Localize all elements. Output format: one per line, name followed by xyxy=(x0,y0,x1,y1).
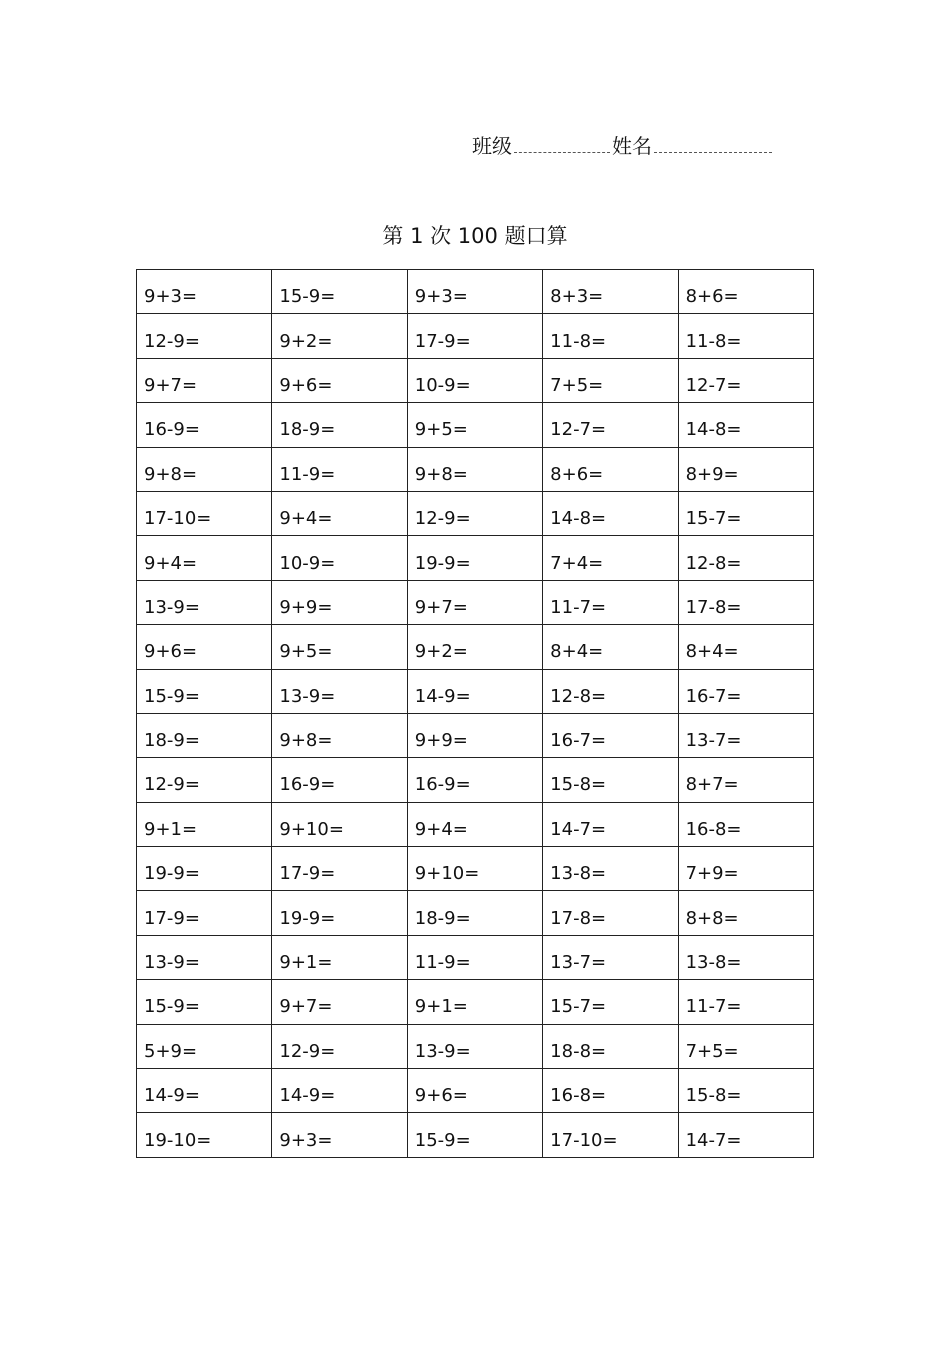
name-blank[interactable] xyxy=(654,144,772,153)
problem-cell: 18-9= xyxy=(272,403,407,447)
problem-cell: 8+4= xyxy=(678,625,813,669)
problem-cell: 12-7= xyxy=(678,358,813,402)
problem-cell: 11-9= xyxy=(272,447,407,491)
problem-cell: 7+9= xyxy=(678,847,813,891)
problem-cell: 13-9= xyxy=(407,1024,542,1068)
problem-cell: 14-8= xyxy=(678,403,813,447)
problem-cell: 9+10= xyxy=(407,847,542,891)
problem-cell: 9+6= xyxy=(272,358,407,402)
problem-cell: 9+2= xyxy=(272,314,407,358)
table-row xyxy=(137,270,814,314)
class-blank[interactable] xyxy=(514,144,610,153)
problem-cell: 9+6= xyxy=(137,625,272,669)
problem-cell: 9+5= xyxy=(407,403,542,447)
table-row xyxy=(137,1113,814,1157)
problem-cell: 19-10= xyxy=(137,1113,272,1157)
problem-cell: 11-7= xyxy=(678,980,813,1024)
problem-cell: 9+2= xyxy=(407,625,542,669)
problem-cell: 9+3= xyxy=(272,1113,407,1157)
problem-cell: 12-9= xyxy=(137,758,272,802)
problem-cell: 12-7= xyxy=(543,403,678,447)
problem-cell: 8+7= xyxy=(678,758,813,802)
problem-cell: 8+8= xyxy=(678,891,813,935)
problem-cell: 12-8= xyxy=(543,669,678,713)
table-row xyxy=(137,980,814,1024)
table-row xyxy=(137,447,814,491)
student-info-line xyxy=(472,130,774,159)
problem-cell: 9+1= xyxy=(272,935,407,979)
table-row xyxy=(137,669,814,713)
problem-cell: 19-9= xyxy=(407,536,542,580)
problem-cell: 9+9= xyxy=(272,580,407,624)
problem-cell: 16-8= xyxy=(543,1069,678,1113)
table-row xyxy=(137,580,814,624)
problem-cell: 17-9= xyxy=(137,891,272,935)
problem-cell: 16-9= xyxy=(272,758,407,802)
problems-table xyxy=(136,269,814,1158)
problem-cell: 8+6= xyxy=(543,447,678,491)
problem-cell: 9+8= xyxy=(272,713,407,757)
problem-cell: 9+7= xyxy=(407,580,542,624)
table-row xyxy=(137,713,814,757)
problem-cell: 17-9= xyxy=(407,314,542,358)
problem-cell: 7+4= xyxy=(543,536,678,580)
worksheet-title: 第 1 次 100 题口算 xyxy=(382,224,568,248)
problem-cell: 9+4= xyxy=(137,536,272,580)
problem-cell: 17-8= xyxy=(678,580,813,624)
problem-cell: 16-7= xyxy=(678,669,813,713)
problem-cell: 13-9= xyxy=(272,669,407,713)
problem-cell: 9+1= xyxy=(407,980,542,1024)
table-row xyxy=(137,758,814,802)
problem-cell: 15-9= xyxy=(407,1113,542,1157)
problem-cell: 15-7= xyxy=(678,491,813,535)
problem-cell: 15-9= xyxy=(137,669,272,713)
problem-cell: 9+3= xyxy=(137,270,272,314)
table-row xyxy=(137,536,814,580)
table-row xyxy=(137,314,814,358)
problem-cell: 15-9= xyxy=(137,980,272,1024)
problem-cell: 9+5= xyxy=(272,625,407,669)
problem-cell: 13-9= xyxy=(137,580,272,624)
problem-cell: 17-9= xyxy=(272,847,407,891)
problem-cell: 9+4= xyxy=(407,802,542,846)
problem-cell: 14-9= xyxy=(137,1069,272,1113)
problem-cell: 19-9= xyxy=(137,847,272,891)
problem-cell: 9+6= xyxy=(407,1069,542,1113)
problem-cell: 8+4= xyxy=(543,625,678,669)
problem-cell: 10-9= xyxy=(407,358,542,402)
table-row xyxy=(137,403,814,447)
problem-cell: 7+5= xyxy=(678,1024,813,1068)
table-row xyxy=(137,358,814,402)
table-row xyxy=(137,891,814,935)
problem-cell: 18-9= xyxy=(137,713,272,757)
problem-cell: 14-7= xyxy=(678,1113,813,1157)
table-row xyxy=(137,847,814,891)
problem-cell: 7+5= xyxy=(543,358,678,402)
problem-cell: 13-9= xyxy=(137,935,272,979)
problem-cell: 15-7= xyxy=(543,980,678,1024)
problem-cell: 11-9= xyxy=(407,935,542,979)
problem-cell: 9+10= xyxy=(272,802,407,846)
problem-cell: 11-8= xyxy=(543,314,678,358)
problem-cell: 17-8= xyxy=(543,891,678,935)
table-row xyxy=(137,1024,814,1068)
problem-cell: 15-8= xyxy=(543,758,678,802)
problem-cell: 15-9= xyxy=(272,270,407,314)
problem-cell: 13-8= xyxy=(678,935,813,979)
problem-cell: 17-10= xyxy=(137,491,272,535)
problem-cell: 12-9= xyxy=(407,491,542,535)
problem-cell: 8+3= xyxy=(543,270,678,314)
problem-cell: 16-7= xyxy=(543,713,678,757)
problem-cell: 9+3= xyxy=(407,270,542,314)
problem-cell: 13-8= xyxy=(543,847,678,891)
problem-cell: 9+8= xyxy=(407,447,542,491)
problem-cell: 18-8= xyxy=(543,1024,678,1068)
table-row xyxy=(137,1069,814,1113)
problem-cell: 9+7= xyxy=(137,358,272,402)
name-label: 姓名 xyxy=(612,134,652,158)
problem-cell: 5+9= xyxy=(137,1024,272,1068)
problem-cell: 13-7= xyxy=(678,713,813,757)
problem-cell: 14-7= xyxy=(543,802,678,846)
problem-cell: 13-7= xyxy=(543,935,678,979)
problem-cell: 12-9= xyxy=(272,1024,407,1068)
problem-cell: 15-8= xyxy=(678,1069,813,1113)
problem-cell: 12-8= xyxy=(678,536,813,580)
problem-cell: 8+6= xyxy=(678,270,813,314)
problem-cell: 9+7= xyxy=(272,980,407,1024)
table-row xyxy=(137,935,814,979)
problem-cell: 14-8= xyxy=(543,491,678,535)
problem-cell: 16-9= xyxy=(137,403,272,447)
problem-cell: 10-9= xyxy=(272,536,407,580)
problem-cell: 19-9= xyxy=(272,891,407,935)
problem-cell: 9+9= xyxy=(407,713,542,757)
problem-cell: 18-9= xyxy=(407,891,542,935)
problem-cell: 11-8= xyxy=(678,314,813,358)
problem-cell: 14-9= xyxy=(407,669,542,713)
problem-cell: 16-9= xyxy=(407,758,542,802)
problem-cell: 17-10= xyxy=(543,1113,678,1157)
problem-cell: 8+9= xyxy=(678,447,813,491)
problem-cell: 12-9= xyxy=(137,314,272,358)
problem-cell: 9+4= xyxy=(272,491,407,535)
class-label: 班级 xyxy=(472,134,512,158)
table-row xyxy=(137,802,814,846)
table-row xyxy=(137,491,814,535)
problem-cell: 16-8= xyxy=(678,802,813,846)
problems-table-body xyxy=(137,270,814,1158)
problem-cell: 9+8= xyxy=(137,447,272,491)
table-row xyxy=(137,625,814,669)
problem-cell: 9+1= xyxy=(137,802,272,846)
problem-cell: 11-7= xyxy=(543,580,678,624)
problem-cell: 14-9= xyxy=(272,1069,407,1113)
